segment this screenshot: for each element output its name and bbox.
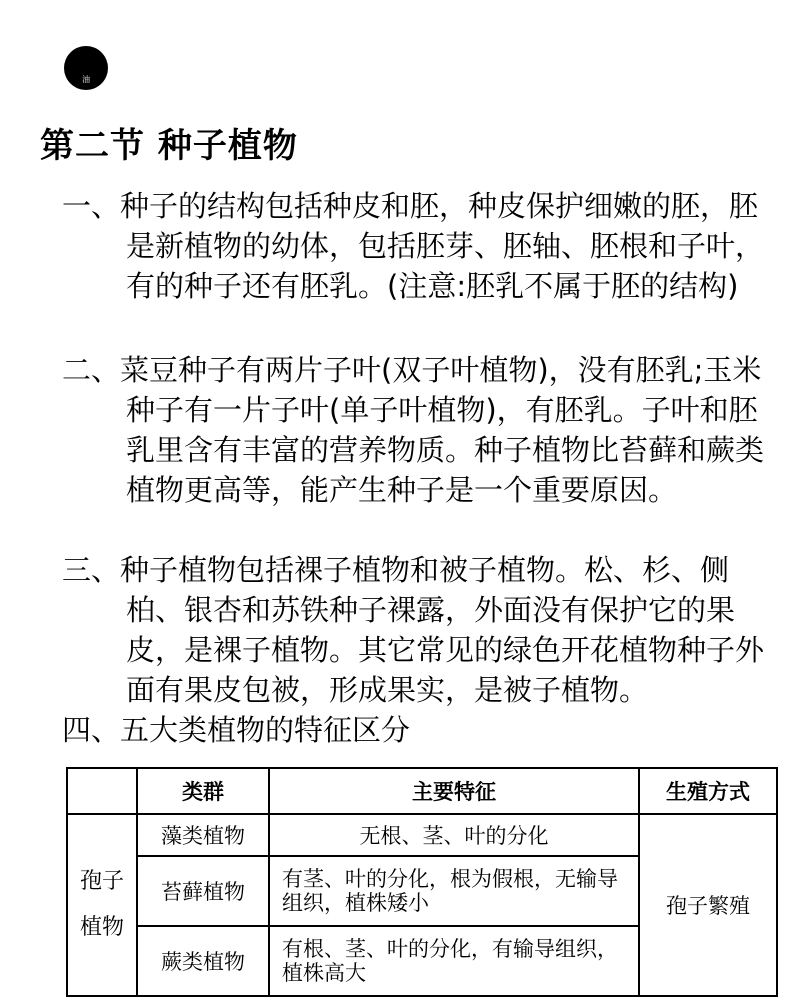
table-header-row <box>67 768 777 814</box>
group-cell <box>67 814 137 996</box>
header-blank <box>67 768 137 814</box>
paragraph-1: 一、种子的结构包括种皮和胚，种皮保护细嫩的胚，胚是新植物的幼体，包括胚芽、胚轴、胚根和子叶，有的种子还有胚乳。(注意:胚乳不属于胚的结构) <box>62 189 765 303</box>
feature-cell: 有茎、叶的分化，根为假根，无输导组织，植株矮小 <box>269 856 639 926</box>
paragraph-3: 三、种子植物包括裸子植物和被子植物。松、杉、侧柏、银杏和苏铁种子裸露，外面没有保护它的果皮，是裸子植物。其它常见的绿色开花植物种子外面有果皮包被，形成果实，是被子植物。 <box>62 553 765 707</box>
feature-cell: 有根、茎、叶的分化，有输导组织，植株高大 <box>269 926 639 996</box>
feature-cell: 无根、茎、叶的分化 <box>269 814 639 856</box>
header-category: 类群 <box>137 768 269 814</box>
badge-text: 油 <box>82 75 90 84</box>
category-cell: 蕨类植物 <box>137 926 269 996</box>
section-badge-icon <box>64 46 108 90</box>
paragraph-2: 二、菜豆种子有两片子叶(双子叶植物)，没有胚乳;玉米种子有一片子叶(单子叶植物)，有胚乳。子叶和胚乳里含有丰富的营养物质。种子植物比苔藓和蕨类植物更高等，能产生种子是一个重要原因。 <box>62 353 765 507</box>
group-label-line1: 孢子 <box>79 869 124 894</box>
header-feature: 主要特征 <box>269 768 639 814</box>
section-title: 第二节 种子植物 <box>40 126 298 166</box>
header-reproduction: 生殖方式 <box>639 768 777 814</box>
category-cell: 苔藓植物 <box>137 856 269 926</box>
paragraph-4: 四、五大类植物的特征区分 <box>62 713 411 747</box>
reproduction-cell: 孢子繁殖 <box>639 814 777 996</box>
group-label-line2: 植物 <box>79 915 124 940</box>
category-cell: 藻类植物 <box>137 814 269 856</box>
plant-feature-table <box>66 767 778 997</box>
table-row <box>67 814 777 856</box>
